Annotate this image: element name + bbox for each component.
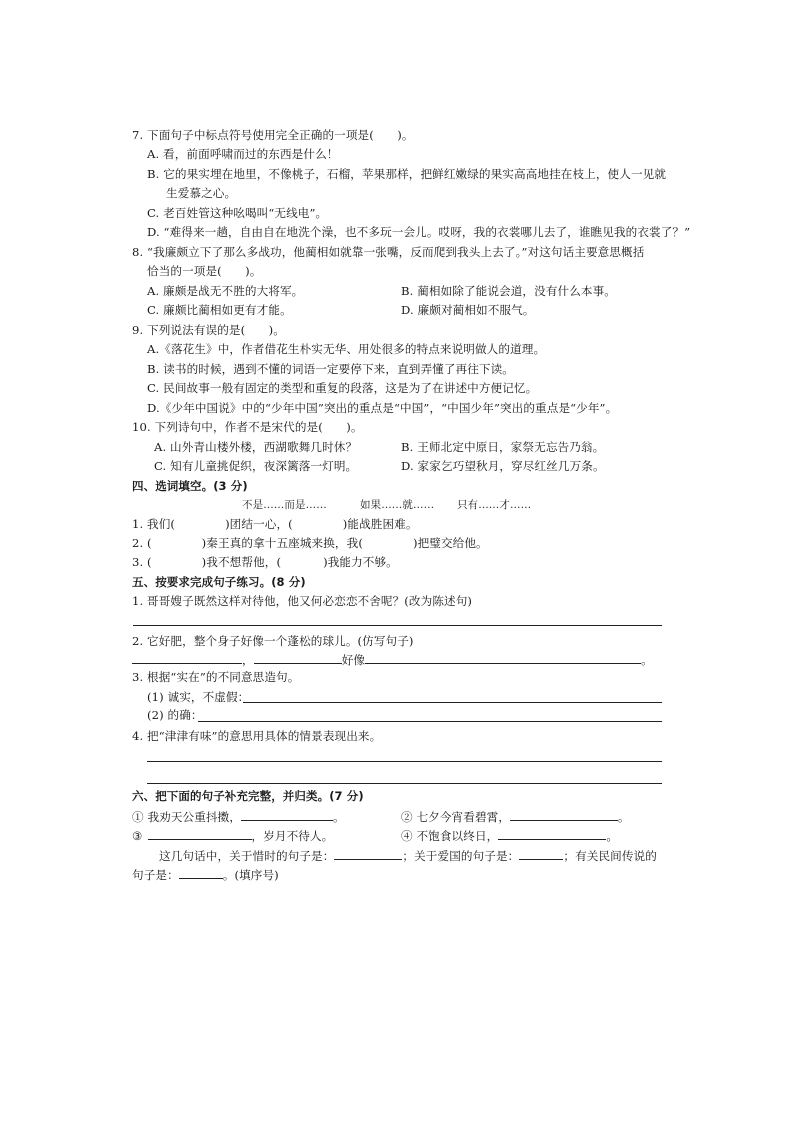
s6-item1-end: 。 — [333, 810, 345, 824]
s5-q3-1-label: (1) 诚实，不虚假： — [147, 690, 250, 704]
s6-item2-end: 。 — [618, 810, 630, 824]
s6-blank[interactable] — [148, 827, 252, 840]
q9-option-c: C. 民间故事一般有固定的类型和重复的段落，这是为了在讲述中方便记忆。 — [147, 381, 538, 395]
s5-q2-blank[interactable] — [132, 651, 242, 664]
s6-item4-text: ④ 不饱食以终日， — [401, 829, 499, 843]
s5-q3-1-answer-line[interactable] — [243, 702, 662, 703]
s5-q2-blank[interactable] — [365, 651, 641, 664]
s4-line3-part1: 3. ( — [132, 555, 152, 569]
s6-blank[interactable] — [241, 808, 333, 821]
s6-blank[interactable] — [334, 847, 402, 860]
s6-item2 — [401, 808, 630, 826]
s4-line3-part2: )我不想帮他，( — [201, 555, 282, 569]
s5-q3-2-label: (2) 的确： — [147, 708, 203, 722]
s6-item2-text: ② 七夕今宵看碧霄， — [401, 810, 511, 824]
s6-classify-line1 — [159, 847, 657, 865]
q9-option-a: A.《落花生》中，作者借花生朴实无华、用处很多的特点来说明做人的道理。 — [147, 342, 546, 356]
s4-line2-part2: )秦王真的拿十五座城来换，我( — [201, 536, 363, 550]
s6-item4 — [401, 827, 618, 845]
s6-item1 — [132, 808, 345, 826]
q7-option-d: D. “难得来一趟，自由自在地洗个澡，也不多玩一会儿。哎呀，我的衣裳哪儿去了，谁瞧见我的衣裳了？” — [147, 225, 691, 239]
s5-q2-comma: ， — [242, 653, 254, 667]
q7-option-a: A. 看，前面呼啸而过的东西是什么！ — [147, 147, 339, 161]
s5-q4: 4. 把“津津有味”的意思用具体的情景表现出来。 — [132, 729, 382, 743]
conjunction-option-2: 如果……就…… — [360, 499, 435, 511]
q8-option-d: D. 廉颇对蔺相如不服气。 — [401, 303, 535, 317]
s6-item1-text: ① 我劝天公重抖擞， — [132, 810, 242, 824]
s6-classify-text3: ；有关民间传说的 — [563, 849, 657, 863]
s5-q3: 3. 根据“实在”的不同意思造句。 — [132, 670, 300, 684]
s5-q2-blank[interactable] — [254, 651, 342, 664]
q7-option-b-line1: B. 它的果实埋在地里，不像桃子，石榴，苹果那样，把鲜红嫩绿的果实高高地挂在枝上，使人一见就 — [147, 167, 667, 181]
q7-stem: 7. 下面句子中标点符号使用完全正确的一项是( )。 — [132, 128, 414, 142]
s6-classify-text1: 这几句话中，关于惜时的句子是： — [159, 849, 335, 863]
q8-option-c: C. 廉颇比蔺相如更有才能。 — [147, 303, 292, 317]
q10-option-b: B. 王师北定中原日，家祭无忘告乃翁。 — [401, 440, 605, 454]
s4-line2 — [132, 535, 488, 552]
s4-line3-part3: )我能力不够。 — [323, 555, 398, 569]
s5-q2-end: 。 — [641, 653, 653, 667]
conjunction-option-1: 不是……而是…… — [242, 499, 327, 511]
q10-option-d: D. 家家乞巧望秋月，穿尽红丝几万条。 — [401, 459, 605, 473]
section6-title: 六、把下面的句子补充完整，并归类。(7 分) — [132, 789, 364, 803]
s5-q1: 1. 哥哥嫂子既然这样对待他，他又何必恋恋不舍呢？(改为陈述句) — [132, 594, 473, 608]
section4-title: 四、选词填空。(3 分) — [132, 479, 248, 493]
s6-item3-num: ③ — [132, 829, 143, 843]
q8-option-b: B. 蔺相如除了能说会道，没有什么本事。 — [401, 284, 616, 298]
q10-stem: 10. 下列诗句中，作者不是宋代的是( )。 — [132, 420, 363, 434]
conjunction-option-3: 只有……才…… — [457, 499, 532, 511]
s6-blank[interactable] — [510, 808, 618, 821]
s4-line1-part3: )能战胜困难。 — [342, 517, 418, 531]
s5-q2-like: 好像 — [341, 653, 366, 667]
s6-classify-line2 — [132, 866, 279, 884]
s6-item4-end: 。 — [606, 829, 619, 843]
q10-option-a: A. 山外青山楼外楼，西湖歌舞几时休？ — [154, 440, 358, 454]
s5-q1-answer-line[interactable] — [133, 625, 662, 626]
s6-blank[interactable] — [519, 847, 563, 860]
s4-line2-part1: 2. ( — [132, 536, 152, 550]
s6-blank[interactable] — [498, 827, 606, 840]
s6-classify-text2: ；关于爱国的句子是： — [402, 849, 520, 863]
q7-option-b-line2: 生爱慕之心。 — [166, 186, 237, 200]
s4-line3 — [132, 554, 398, 571]
s5-q2: 2. 它好肥，整个身子好像一个蓬松的球儿。(仿写句子) — [132, 634, 414, 648]
s4-line2-part3: )把璧交给他。 — [412, 536, 488, 550]
s6-blank[interactable] — [179, 866, 223, 879]
s6-item3 — [132, 827, 333, 845]
s4-line1-part1: 1. 我们( — [132, 517, 176, 531]
s5-q3-2-answer-line[interactable] — [198, 721, 662, 722]
q9-option-d: D.《少年中国说》中的“少年中国”突出的重点是“中国”，“中国少年”突出的重点是“少年”。 — [147, 401, 618, 415]
q8-stem-line1: 8. “我廉颇立下了那么多战功，他蔺相如就靠一张嘴，反而爬到我头上去了。”对这句话主要意思概括 — [132, 245, 645, 259]
q9-stem: 9. 下列说法有误的是( )。 — [132, 323, 285, 337]
s6-classify-text4: 句子是： — [132, 868, 179, 882]
s5-q4-answer-line[interactable] — [147, 761, 662, 762]
s4-line1-part2: )团结一心，( — [225, 517, 293, 531]
s6-item3-text: ，岁月不待人。 — [251, 829, 334, 843]
q7-option-c: C. 老百姓管这种吆喝叫“无线电”。 — [147, 206, 328, 220]
q8-option-a: A. 廉颇是战无不胜的大将军。 — [147, 284, 304, 298]
section5-title: 五、按要求完成句子练习。(8 分) — [132, 575, 306, 589]
s5-q4-answer-line[interactable] — [147, 783, 662, 784]
s6-classify-text5: 。(填序号) — [222, 868, 279, 882]
s4-line1 — [132, 516, 418, 533]
q8-stem-line2: 恰当的一项是( )。 — [147, 264, 262, 278]
q9-option-b: B. 读书的时候，遇到不懂的词语一定要停下来，直到弄懂了再往下读。 — [147, 362, 515, 376]
s5-q2-template — [132, 651, 653, 669]
q10-option-c: C. 知有儿童挑促织，夜深篱落一灯明。 — [154, 459, 358, 473]
